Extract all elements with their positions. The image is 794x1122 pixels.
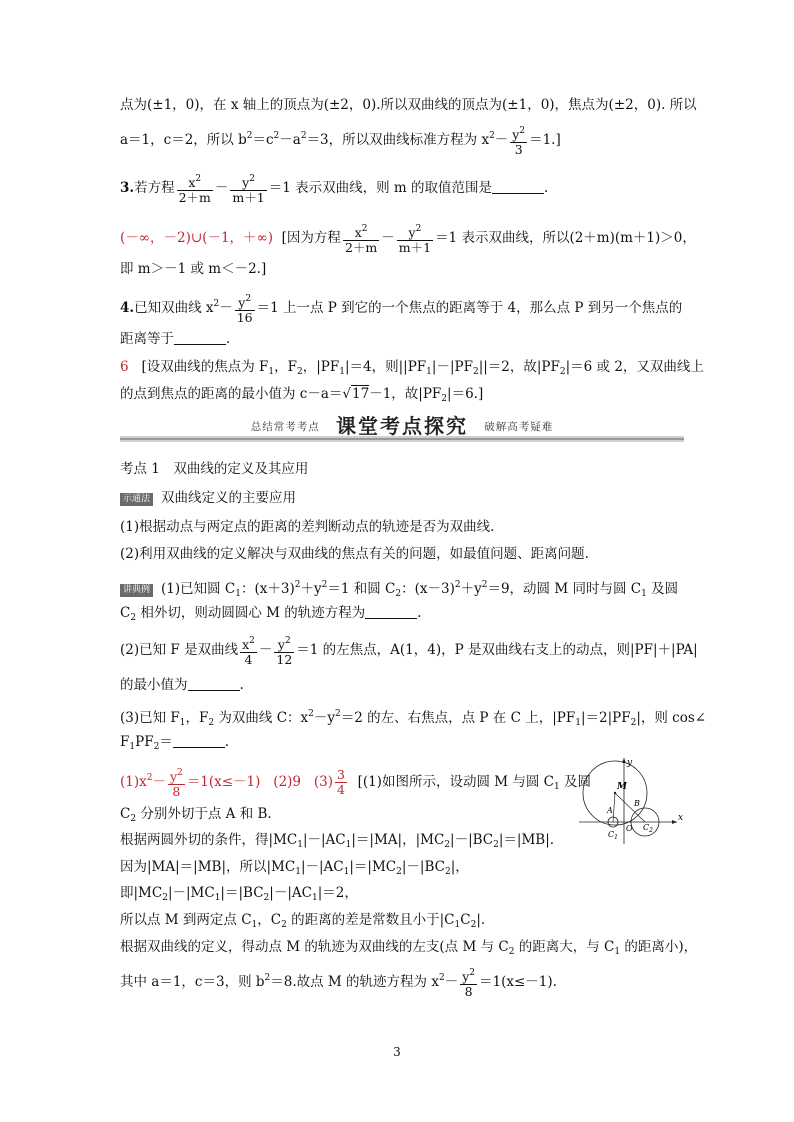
- fraction: $\frac{y^2}{3}$: [512, 126, 526, 157]
- text-line: 距离等于 .: [120, 331, 231, 347]
- answer-value: 6: [120, 359, 129, 375]
- point-a-label: A: [607, 806, 613, 815]
- fraction: $\frac{y^2}{12}$: [276, 636, 293, 667]
- question-3: 3.若方程 $\frac{x^2}{2+m}$ － $\frac{y^2}{m+1}$ ＝1 表示双曲线，则 m 的取值范围是 .: [120, 174, 549, 205]
- page-number: 3: [393, 1045, 401, 1059]
- section-banner: [120, 410, 684, 444]
- text-line: (2)利用双曲线的定义解决与双曲线的焦点有关的问题，如最值问题、距离问题.: [120, 546, 589, 562]
- fraction: $\frac{y^2}{16}$: [236, 294, 253, 325]
- origin-label: O: [626, 824, 633, 833]
- answer-blank: [188, 678, 240, 691]
- fraction: $\frac{y^2}{8}$: [462, 968, 475, 999]
- method-heading: 示通法 双曲线定义的主要应用: [120, 489, 296, 507]
- text-line: 因为|MA|＝|MB|，所以$|MC_1|-|AC_1|=|MC_2|-|BC_2|$，: [120, 859, 469, 877]
- fraction: $\frac{y^2}{m+1}$: [232, 174, 265, 205]
- fraction: $\frac{x^2}{4}$: [242, 636, 255, 667]
- text-line: (1)根据动点与两定点的距离的差判断动点的轨迹是否为双曲线.: [120, 519, 495, 535]
- text-line: 根据两圆外切的条件，得$|MC_1|-|AC_1|=|MA|$，$|MC_2|-|BC_2|=|MB|$.: [120, 832, 555, 850]
- x-label: x: [678, 813, 684, 823]
- text-line: 根据双曲线的定义，得动点 M 的轨迹为双曲线的左支(点 M 与 $C_2$ 的距离大，与 $C_1$ 的距离小)，: [120, 939, 698, 957]
- text-line: $F_1PF_2=$ .: [120, 734, 230, 752]
- fraction: $\frac{x^2}{2+m}$: [344, 224, 378, 255]
- circles-figure: [577, 756, 687, 846]
- answer-3: (－∞，－2)∪(－1，＋∞) [因为方程 $\frac{x^2}{2+m}$ － $\frac{y^2}{m+1}$ ＝1 表示双曲线，所以(2＋m)(m＋1)＞0，: [120, 224, 696, 255]
- answer-blank: [492, 181, 544, 194]
- example-1: 讲典例 (1)已知圆 $C_1$：$(x+3)^2+y^2=1$ 和圆 $C_2$：$(x-3)^2+y^2=9$，动圆 M 同时与圆 $C_1$ 及圆: [120, 576, 678, 603]
- text-line: 即$|MC_2|-|MC_1|=|BC_2|-|AC_1|=2$，: [120, 885, 358, 903]
- y-label: y: [627, 758, 633, 768]
- example-tag: 讲典例: [120, 584, 153, 597]
- text-line: 的最小值为 .: [120, 677, 244, 693]
- answer-blank: [174, 332, 226, 345]
- point-b-label: B: [634, 799, 640, 808]
- banner-right-text: 破解高考疑难: [484, 421, 554, 433]
- c2-label: $C_2$: [643, 823, 653, 834]
- example-2: (2)已知 F 是双曲线 $\frac{x^2}{4}$ － $\frac{y^2}{12}$ ＝1 的左焦点，A(1，4)，P 是双曲线右支上的动点，则|PF|＋|PA|: [120, 636, 698, 667]
- fraction: $\frac{x^2}{2+m}$: [178, 174, 211, 205]
- solution-answers: $(1)x^2-$ $\frac{y^2}{8}$ ＝1(x≤－1) (2)9 (3) $\frac{3}{4}$ [(1)如图所示，设动圆 M 与圆 $C_1$ 及圆: [120, 767, 592, 799]
- text-line: 即 m＞－1 或 m＜－2.]: [120, 261, 267, 277]
- text-line: 的点到焦点的距离的最小值为 c－a＝√17－1，故$|PF_2|=6$.]: [120, 386, 484, 404]
- text-line: $C_2$ 分别外切于点 A 和 B.: [120, 806, 272, 824]
- text-line: 其中 a＝1，c＝3，则 $b^2=8$.故点 M 的轨迹方程为 $x^2-$ $\frac{y^2}{8}$ ＝1(x≤－1).: [120, 968, 557, 999]
- question-4: 4.已知双曲线 $x^2-$ $\frac{y^2}{16}$ ＝1 上一点 P 到它的一个焦点的距离等于 4，那么点 P 到另一个焦点的: [120, 294, 683, 325]
- text-line: 所以点 M 到两定点 $C_1$，$C_2$ 的距离的差是常数且小于$|C_1C_2|$.: [120, 912, 486, 930]
- answer-value: $(1)x^2-$ $\frac{y^2}{8}$ ＝1(x≤－1) (2)9 (3) $\frac{3}{4}$: [120, 767, 345, 799]
- answer-value: (－∞，－2)∪(－1，＋∞): [120, 230, 274, 246]
- answer-blank: [173, 735, 225, 748]
- banner-title: 课堂考点探究: [336, 414, 468, 438]
- example-3: (3)已知 $F_1$，$F_2$ 为双曲线 C：$x^2-y^2=2$ 的左、右焦点，点 P 在 C 上，$|PF_1|=2|PF_2|$，则 cos∠: [120, 709, 707, 728]
- text-line: $C_2$ 相外切，则动圆圆心 M 的轨迹方程为 .: [120, 605, 422, 623]
- answer-4: 6 [设双曲线的焦点为 $F_1$，$F_2$，$|PF_1|=4$，则$||PF_1|-|PF_2||=2$，故$|PF_2|=6$ 或 2，又双曲线上: [120, 359, 704, 377]
- section-heading: 考点 1 双曲线的定义及其应用: [120, 461, 309, 477]
- answer-blank: [365, 606, 417, 619]
- c1-label: $C_1$: [608, 830, 618, 841]
- method-tag: 示通法: [120, 493, 153, 506]
- text-line: 点为(±1，0)，在 x 轴上的顶点为(±2，0).所以双曲线的顶点为(±1，0)，焦点为(±2，0). 所以: [120, 97, 697, 113]
- banner-left-text: 总结常考考点: [250, 421, 320, 433]
- fraction: $\frac{y^2}{m+1}$: [398, 224, 432, 255]
- point-m-label: M: [617, 782, 627, 792]
- text-line: a＝1，c＝2，所以 $b^2=c^2-a^2=3$，所以双曲线标准方程为 $x^2-$ $\frac{y^2}{3}$ ＝1.]: [120, 126, 561, 157]
